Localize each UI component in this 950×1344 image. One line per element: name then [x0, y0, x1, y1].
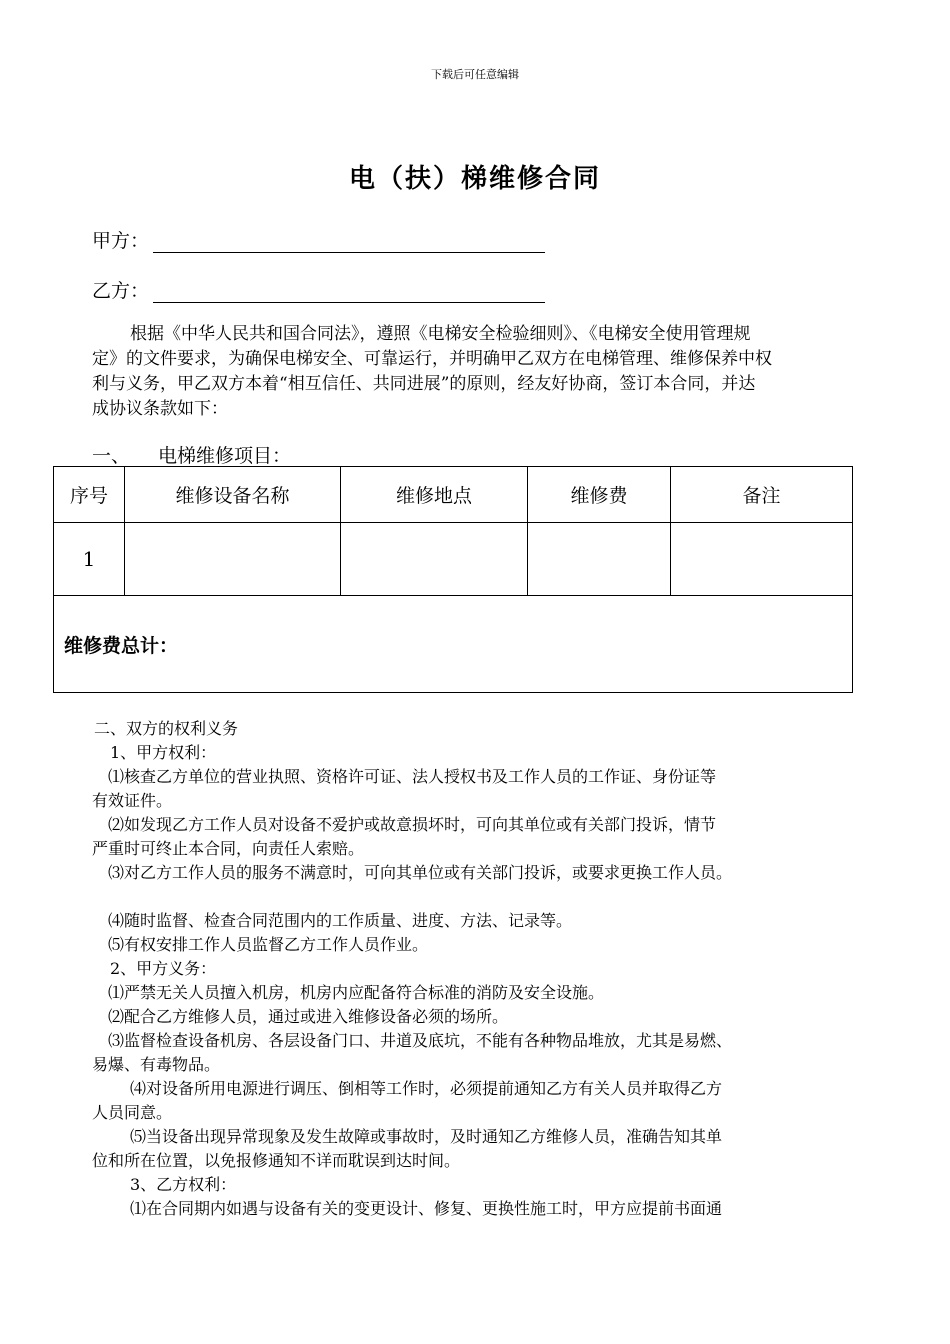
section2-line: 有效证件。: [92, 791, 173, 810]
section2-line: ⑸有权安排工作人员监督乙方工作人员作业。: [108, 935, 429, 954]
section2-line: 严重时可终止本合同，向责任人索赔。: [92, 839, 365, 858]
party-b-label: 乙方：: [92, 280, 150, 302]
section2-line: ⑵配合乙方维修人员，通过或进入维修设备必须的场所。: [108, 1007, 509, 1026]
row-number-cell: 1: [54, 523, 125, 596]
section2-line: ⑷对设备所用电源进行调压、倒相等工作时，必须提前通知乙方有关人员并取得乙方: [130, 1079, 723, 1098]
repair-items-table: [53, 466, 853, 693]
header-note: 下载后可任意编辑: [431, 68, 519, 81]
table-row: [54, 523, 853, 596]
intro-line: 利与义务，甲乙双方本着“相互信任、共同进展”的原则，经友好协商，签订本合同，并达: [92, 374, 756, 394]
section2-blank-line: [92, 885, 877, 909]
header-cell: 备注: [671, 467, 853, 523]
section2: [92, 717, 877, 1221]
section2-line: ⑴在合同期内如遇与设备有关的变更设计、修复、更换性施工时，甲方应提前书面通: [130, 1199, 723, 1218]
party-a-label: 甲方：: [92, 230, 150, 252]
remarks-cell[interactable]: [671, 523, 853, 596]
intro-line: 根据《中华人民共和国合同法》，遵照《电梯安全检验细则》、《电梯安全使用管理规: [130, 324, 751, 344]
section2-line: 人员同意。: [92, 1103, 173, 1122]
intro-line: 定》的文件要求，为确保电梯安全、可靠运行，并明确甲乙双方在电梯管理、维修保养中权: [92, 349, 772, 369]
section2-line: ⑶监督检查设备机房、各层设备门口、井道及底坑，不能有各种物品堆放，尤其是易燃、: [108, 1031, 733, 1050]
section1-heading: [92, 441, 291, 468]
section2-line: 易爆、有毒物品。: [92, 1055, 221, 1074]
section2-line: ⑴严禁无关人员擅入机房，机房内应配备符合标准的消防及安全设施。: [108, 983, 605, 1002]
intro-paragraph: [92, 322, 862, 422]
section2-line: 3、乙方权利：: [130, 1175, 237, 1194]
section2-line: ⑴核查乙方单位的营业执照、资格许可证、法人授权书及工作人员的工作证、身份证等: [108, 767, 717, 786]
header-cell: 维修费: [528, 467, 671, 523]
header-cell: 序号: [54, 467, 125, 523]
total-fee-cell[interactable]: 维修费总计：: [54, 596, 853, 693]
section2-title: 二、双方的权利义务: [94, 719, 239, 738]
section1-number: 一、: [92, 445, 131, 467]
header-cell: 维修地点: [341, 467, 528, 523]
table-header-row: [54, 467, 853, 523]
section2-line: ⑵如发现乙方工作人员对设备不爱护或故意损坏时，可向其单位或有关部门投诉，情节: [108, 815, 717, 834]
repair-location-cell[interactable]: [341, 523, 528, 596]
equipment-name-cell[interactable]: [125, 523, 341, 596]
repair-fee-cell[interactable]: [528, 523, 671, 596]
party-a-blank[interactable]: [153, 234, 545, 253]
section2-line: 位和所在位置，以免报修通知不详而耽误到达时间。: [92, 1151, 461, 1170]
section2-line: ⑶对乙方工作人员的服务不满意时，可向其单位或有关部门投诉，或要求更换工作人员。: [108, 863, 733, 882]
section2-line: ⑷随时监督、检查合同范围内的工作质量、进度、方法、记录等。: [108, 911, 573, 930]
section2-line: ⑸当设备出现异常现象及发生故障或事故时，及时通知乙方维修人员，准确告知其单: [130, 1127, 723, 1146]
document-title: 电（扶）梯维修合同: [348, 164, 601, 194]
party-a: [92, 226, 545, 253]
section2-line: 2、甲方义务：: [110, 959, 217, 978]
table-total-row: [54, 596, 853, 693]
intro-line: 成协议条款如下：: [92, 399, 228, 419]
header-cell: 维修设备名称: [125, 467, 341, 523]
section2-line: 1、甲方权利：: [110, 743, 217, 762]
party-b-blank[interactable]: [153, 284, 545, 303]
section1-title: 电梯维修项目：: [158, 445, 292, 467]
party-b: [92, 276, 545, 303]
